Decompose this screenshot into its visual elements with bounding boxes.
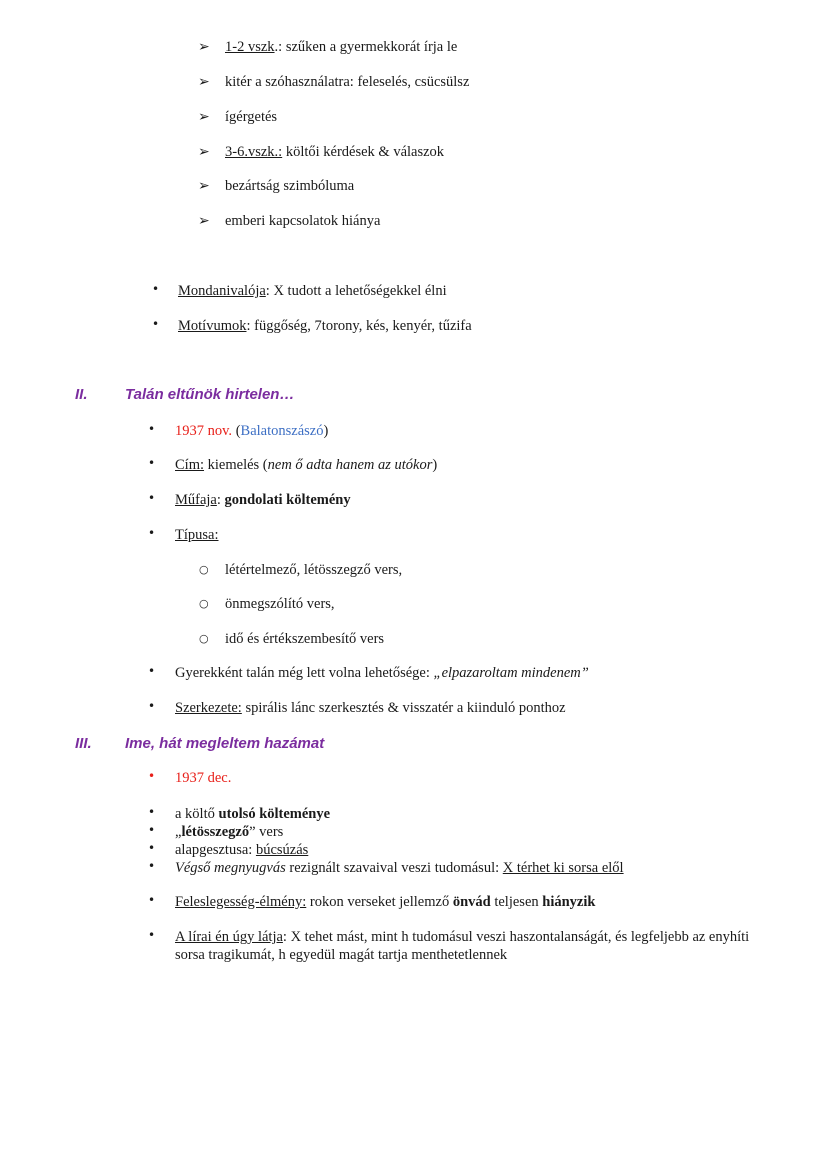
bullet-text: : X tehet mást, mint h tudomásul veszi haszontalanságát, és legfeljebb az enyhíti sorsa tragikumát, h egyedül magát tartja menthetetlennek: [175, 929, 750, 963]
arrow-item: [225, 38, 457, 56]
bullet-item-szerkezete: [175, 699, 566, 717]
bullet-icon: •: [148, 928, 156, 942]
section-title: Ime, hát megleltem hazámat: [125, 735, 325, 752]
bullet-text: Gyerekként talán még lett volna lehetősége:: [175, 665, 434, 681]
bullet-underlined-text: X térhet ki sorsa elől: [502, 860, 624, 876]
bullet-bold-text: létösszegző: [181, 824, 250, 840]
quote-open: „: [175, 824, 182, 840]
section-number: III.: [75, 735, 92, 752]
bullet-item-vegso: [175, 859, 624, 877]
arrow-item: ígérgetés: [225, 109, 278, 125]
section-title: Talán eltűnök hirtelen…: [125, 386, 295, 403]
bullet-icon: •: [148, 526, 156, 540]
bullet-text: ” vers: [249, 824, 284, 840]
colon: :: [216, 492, 225, 508]
bullet-item-mondanivalo: [178, 282, 447, 300]
arrow-item-underlined: 3-6.vszk.:: [225, 144, 283, 160]
bullet-text: : X tudott a lehetőségekkel élni: [265, 283, 447, 299]
bullet-text: spirális lánc szerkesztés & visszatér a kiinduló ponthoz: [241, 700, 566, 716]
bullet-icon: •: [148, 664, 156, 678]
bullet-icon: •: [148, 491, 156, 505]
place-text: Balatonszászó: [240, 423, 324, 439]
sub-item: idő és értékszembesítő vers: [225, 631, 385, 647]
bullet-icon: •: [148, 841, 156, 855]
arrow-bullet-icon: ➢: [198, 74, 210, 90]
arrow-bullet-icon: ➢: [198, 109, 210, 125]
bullet-text: a költő: [175, 806, 219, 822]
bullet-item-letosszegzo: [175, 823, 283, 841]
bullet-icon: •: [148, 456, 156, 470]
bullet-item-date: [175, 769, 231, 787]
bullet-item-utolso: [175, 805, 330, 823]
arrow-bullet-icon: ➢: [198, 39, 210, 55]
arrow-item-text: .: szűken a gyermekkorát írja le: [274, 39, 458, 55]
bullet-bold-text: gondolati költemény: [224, 492, 351, 508]
bullet-icon: •: [152, 317, 160, 331]
bullet-label: Cím:: [175, 457, 205, 473]
bullet-item-mufaja: [175, 491, 351, 509]
bullet-item-alapgesztus: [175, 841, 308, 859]
bullet-italic-text: nem ő adta hanem az utókor: [267, 457, 433, 473]
bullet-label: Típusa:: [175, 527, 219, 543]
sub-item: önmegszólító vers,: [225, 596, 335, 612]
bullet-icon: •: [152, 282, 160, 296]
section-number: II.: [75, 386, 88, 403]
bullet-icon: •: [148, 699, 156, 713]
bullet-icon: •: [148, 422, 156, 436]
arrow-item-text: költői kérdések & válaszok: [282, 144, 445, 160]
bullet-item-tipusa: [175, 526, 219, 544]
bullet-italic-text: „elpazaroltam mindenem”: [433, 665, 589, 681]
bullet-label: Műfaja: [175, 492, 217, 508]
bullet-item-feleslegesseg: [175, 893, 595, 911]
arrow-item: [225, 143, 444, 161]
bullet-item-gyerek: [175, 664, 589, 682]
bullet-label: A lírai én úgy látja: [175, 929, 283, 945]
arrow-item-underlined: 1-2 vszk: [225, 39, 275, 55]
bullet-text: kiemelés (: [204, 457, 268, 473]
bullet-icon: •: [148, 769, 156, 783]
bullet-text: : függőség, 7torony, kés, kenyér, tűzifa: [246, 318, 472, 334]
bullet-bold-text: önvád: [452, 894, 491, 910]
bullet-text: alapgesztusa:: [175, 842, 256, 858]
paren-close: ): [432, 457, 438, 473]
circle-bullet-icon: ○: [199, 563, 209, 576]
arrow-item: bezártság szimbóluma: [225, 178, 355, 194]
bullet-text: teljesen: [490, 894, 543, 910]
bullet-item-cim: [175, 456, 437, 474]
sub-item: létértelmező, létösszegző vers,: [225, 562, 403, 578]
bullet-bold-text: utolsó költeménye: [218, 806, 331, 822]
bullet-label: Feleslegesség-élmény:: [175, 894, 307, 910]
date-text: 1937 dec.: [175, 770, 232, 786]
circle-bullet-icon: ○: [199, 632, 209, 645]
bullet-icon: •: [148, 823, 156, 837]
arrow-bullet-icon: ➢: [198, 178, 210, 194]
arrow-item: emberi kapcsolatok hiánya: [225, 213, 381, 229]
bullet-bold-text: hiányzik: [542, 894, 596, 910]
bullet-label: Motívumok: [178, 318, 247, 334]
bullet-label: Mondanivalója: [178, 283, 266, 299]
paren-open: (: [232, 423, 241, 439]
bullet-text: rezignált szavaival veszi tudomásul:: [285, 860, 503, 876]
bullet-icon: •: [148, 805, 156, 819]
arrow-bullet-icon: ➢: [198, 144, 210, 160]
arrow-bullet-icon: ➢: [198, 213, 210, 229]
bullet-italic-text: Végső megnyugvás: [175, 860, 286, 876]
bullet-label: Szerkezete:: [175, 700, 242, 716]
bullet-item-date: [175, 422, 328, 440]
bullet-text: rokon verseket jellemző: [306, 894, 453, 910]
bullet-icon: •: [148, 893, 156, 907]
bullet-item-motivumok: [178, 317, 472, 335]
bullet-item-lirai: [175, 928, 750, 964]
bullet-icon: •: [148, 859, 156, 873]
paren-close: ): [323, 423, 329, 439]
circle-bullet-icon: ○: [199, 597, 209, 610]
arrow-item: kitér a szóhasználatra: feleselés, csücsülsz: [225, 74, 470, 90]
bullet-underlined-text: búcsúzás: [255, 842, 309, 858]
date-text: 1937 nov.: [175, 423, 233, 439]
